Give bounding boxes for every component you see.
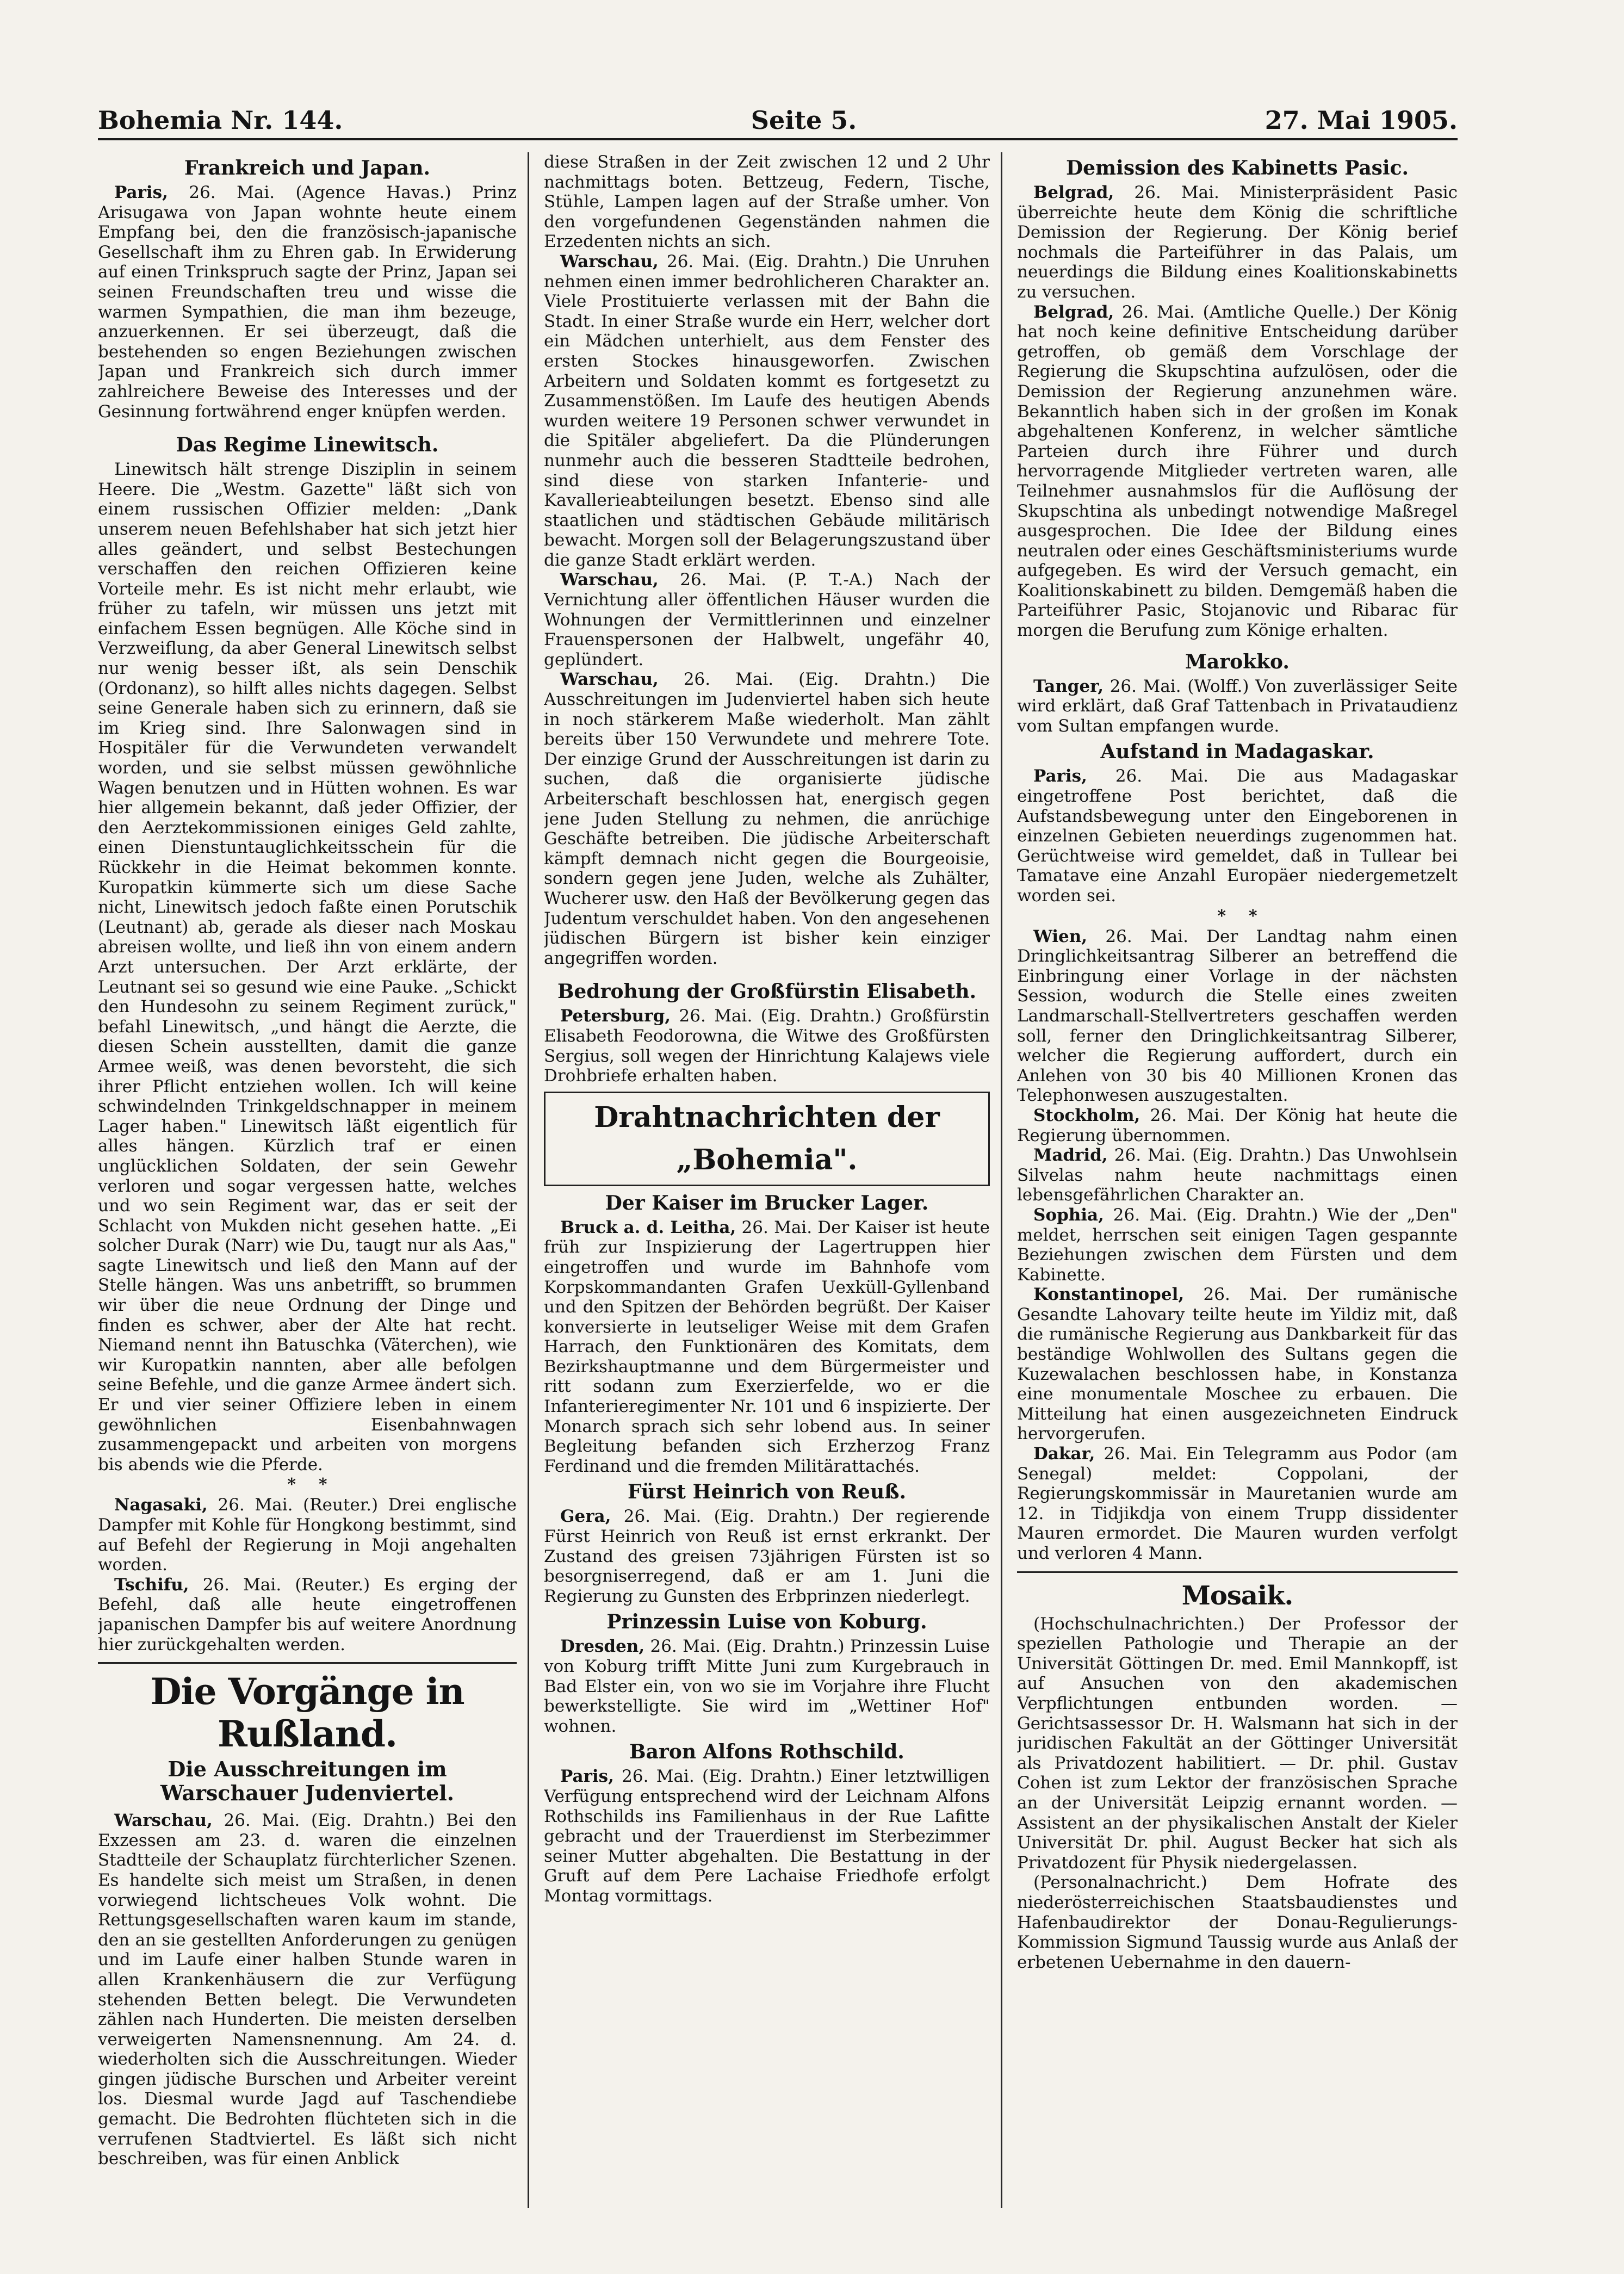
headline-kaiser-brucker-lager: Der Kaiser im Brucker Lager. [605, 1191, 929, 1215]
section-banner-drahtnachrichten: Drahtnachrichten der „Bohemia". [544, 1092, 990, 1186]
section-divider [98, 1662, 517, 1664]
article-paragraph [98, 1495, 517, 1575]
headline-prinzessin-luise: Prinzessin Luise von Koburg. [606, 1610, 927, 1634]
article-paragraph [544, 1507, 990, 1606]
article-text: 26. Mai. (Eig. Drahtn.) Bei den Exzessen am 23. d. waren die einzelnen Stadtteile der Schauplatz fürchterlicher Szenen. Es handelte sich meist um Straßen, in denen vorwiegend lichtscheues Volk wohnt. Die Rettungsgesellschaften waren kaum im stande, den an sie gestellten Anforderungen zu genügen und im Laufe einer halben Stunde waren in allen Krankenhäusern die zur Verfügung stehenden Betten belegt. Die Verwundeten zählen nach Hunderten. Die meisten derselben verweigerten Namensnennung. Am 24. d. wiederholten sich die Ausschreitungen. Wieder gingen jüdische Burschen und Arbeiter vereint los. Diesmal wurde Jagd auf Taschendiebe gemacht. Die Bedrohten flüchteten sich in die verrufenen Stadtviertel. Es läßt sich nicht beschreiben, was für einen Anblick [98, 1811, 517, 2169]
dateline: Konstantinopel, [1033, 1285, 1185, 1305]
dateline: Warschau, [560, 670, 659, 690]
headline-demission-pasic: Demission des Kabinetts Pasic. [1065, 157, 1409, 179]
column-rule [1001, 152, 1002, 2208]
dateline: Paris, [114, 183, 168, 202]
article-text: 26. Mai. (Eig. Drahtn.) Die Unruhen nehmen einen immer bedrohlicheren Charakter an. Viele Prostituierte verlassen mit der Bahn die Stadt. In einer Straße wurde ein Herr, welcher dort ein Mädchen unterhielt, aus dem Fenster des ersten Stockes hinausgeworfen. Zwischen Arbeitern und Soldaten kommt es fortgesetzt zu Zusammenstößen. Im Laufe des heutigen Abends wurden weitere 19 Personen schwer verwundet in die Spitäler abgeliefert. Da die Plünderungen nunmehr auch die besseren Stadtteile bedrohen, sind diese von starken Infanterie- und Kavallerieabteilungen besetzt. Ebenso sind alle staatlichen und städtischen Gebäude militärisch bewacht. Morgen soll der Belagerungszustand über die ganze Stadt erklärt werden. [544, 251, 990, 570]
article-text: 26. Mai. (Reuter.) Es erging der Befehl, daß alle heute eingetroffenen japanischen Dampfer bis auf weitere Anordnung hier zurückgehalten werden. [98, 1575, 517, 1655]
article-text: 26. Mai. (Eig. Drahtn.) Die Ausschreitungen im Judenviertel haben sich heute in noch stärkerem Maße wiederholt. Man zählt bereits über 150 Verwundete und mehrere Tote. Der einzige Grund der Ausschreitungen ist darin zu suchen, daß die organisierte jüdische Arbeiterschaft beschlossen hat, energisch gegen jene Juden Stellung zu nehmen, die anrüchige Geschäfte betreiben. Die jüdische Arbeiterschaft kämpft demnach nicht gegen die Bourgeoisie, sondern gegen jene Juden, welche als Zuhälter, Wucherer usw. den Haß der Bevölkerung gegen das Judentum verschuldet haben. Von den angesehenen jüdischen Bürgern ist bisher kein einziger angegriffen worden. [544, 670, 990, 968]
headline-bedrohung-grossfuerstin: Bedrohung der Großfürstin Elisabeth. [557, 980, 977, 1003]
article-text: 26. Mai. (Agence Havas.) Prinz Arisugawa von Japan wohnte heute einem Empfang bei, den die französisch-japanische Gesellschaft ihm zu Ehren gab. In Erwiderung auf einen Trinkspruch sagte der Prinz, Japan sei seinen Freundschaften treu und wisse die warmen Sympathien, die man ihm bezeuge, anzuerkennen. Er sei überzeugt, daß die bestehenden so engen Beziehungen zwischen Japan und Frankreich sich durch immer zahlreichere Beweise des Interesses und der Gesinnung fortwährend enger knüpfen werden. [98, 183, 517, 422]
headline-baron-rothschild: Baron Alfons Rothschild. [629, 1740, 904, 1764]
headline-frankreich-japan: Frankreich und Japan. [184, 157, 431, 179]
column-2 [544, 152, 990, 2214]
dateline: Madrid, [1033, 1145, 1108, 1166]
subheadline-warschau: Die Ausschreitungen im Warschauer Judenviertel. [160, 1757, 454, 1806]
masthead [98, 102, 1458, 140]
column-1 [98, 152, 517, 2214]
article-paragraph: (Personalnachricht.) Dem Hofrate des niederösterreichischen Staatsbaudienstes und Hafenbaudirektor der Donau-Regulierungs-Kommission Sigmund Taussig wurde aus Anlaß der erbetenen Uebernahme in den dauern- [1017, 1873, 1458, 1972]
masthead-issue: Bohemia Nr. 144. [98, 106, 343, 135]
article-paragraph [1017, 1106, 1458, 1145]
dateline: Belgrad, [1033, 183, 1114, 202]
article-paragraph: (Hochschulnachrichten.) Der Professor der speziellen Pathologie und Therapie an der Universität Göttingen Dr. med. Emil Mannkopff, ist auf Ansuchen von den akademischen Verpflichtungen entbunden worden. — Gerichtsassessor Dr. H. Walsmann hat sich in der juridischen Fakultät an der Göttinger Universität als Privatdozent habilitiert. — Dr. phil. Gustav Cohen ist zum Lektor der französischen Sprache an der Universität Leipzig ernannt worden. — Assistent an der physikalischen Anstalt der Kieler Universität Dr. phil. August Becker hat sich als Privatdozent für Physik niedergelassen. [1017, 1614, 1458, 1873]
article-paragraph [544, 670, 990, 968]
article-paragraph [544, 1767, 990, 1906]
article-text: 26. Mai. Der König hat heute die Regierung übernommen. [1017, 1105, 1458, 1145]
dateline: Belgrad, [1033, 302, 1114, 322]
article-paragraph [544, 252, 990, 571]
headline-aufstand-madagaskar: Aufstand in Madagaskar. [1100, 740, 1374, 764]
dateline: Tschifu, [114, 1575, 189, 1595]
article-text: 26. Mai. Ministerpräsident Pasic überreichte heute dem König die schriftliche Demission der Regierung. Der König berief nochmals die Parteiführer in das Palais, um neuerdings die Bildung eines Koalitionskabinetts zu versuchen. [1017, 183, 1458, 302]
article-paragraph [1017, 302, 1458, 641]
article-text: 26. Mai. (Wolff.) Von zuverlässiger Seite wird erklärt, daß Graf Tattenbach in Privataudienz vom Sultan empfangen wurde. [1017, 676, 1458, 736]
dateline: Wien, [1033, 926, 1088, 946]
headline-regime-linewitsch: Das Regime Linewitsch. [176, 433, 439, 457]
dateline: Warschau, [560, 570, 659, 590]
article-paragraph [1017, 1145, 1458, 1205]
article-text: 26. Mai. (Eig. Drahtn.) Der regierende Fürst Heinrich von Reuß ist ernst erkrankt. Der Zustand des greisen 73jährigen Fürsten ist so besorgniserregend, daß er am 1. Juni die Regierung zu Gunsten des Erbprinzen niederlegt. [544, 1507, 990, 1606]
article-paragraph [1017, 1444, 1458, 1564]
headline-marokko: Marokko. [1185, 650, 1290, 673]
article-paragraph [98, 183, 517, 422]
headline-fuerst-reuss: Fürst Heinrich von Reuß. [627, 1480, 907, 1504]
dateline: Nagasaki, [114, 1495, 208, 1515]
dateline: Warschau, [114, 1811, 213, 1831]
article-paragraph [1017, 927, 1458, 1106]
article-paragraph: diese Straßen in der Zeit zwischen 12 und 2 Uhr nachmittags boten. Bettzeug, Federn, Tische, Stühle, Lampen lagen auf der Straße umher. Von den vorgefundenen Gegenständen nahmen die Erzedenten nichts an sich. [544, 152, 990, 252]
dateline: Dakar, [1033, 1444, 1095, 1464]
dateline: Paris, [560, 1767, 614, 1787]
dateline: Stockholm, [1033, 1105, 1140, 1125]
separator-dots: * * [287, 1475, 327, 1495]
dateline: Paris, [1033, 766, 1087, 786]
article-text: 26. Mai. Der Kaiser ist heute früh zur Inspizierung der Lagertruppen hier eingetroffen und wurde im Bahnhofe vom Korpskommandanten Grafen Uexküll-Gyllenband und den Spitzen der Behörden begrüßt. Der Kaiser konversierte in leutseliger Weise mit dem Grafen Harrach, den Funktionären des Komitats, dem Bezirkshauptmanne und dem Bürgermeister und ritt sodann zum Exerzierfelde, wo er die Infanterieregimenter Nr. 101 und 6 inspizierte. Der Monarch sprach sich sehr lobend aus. In seiner Begleitung befanden sich Erzherzog Franz Ferdinand und die fremden Militärattachés. [544, 1217, 990, 1476]
article-text: 26. Mai. (Eig. Drahtn.) Das Unwohlsein Silvelas nahm heute nachmittags einen lebensgefährlichen Charakter an. [1017, 1145, 1458, 1205]
separator-dots: * * [1217, 906, 1257, 926]
article-text: 26. Mai. Der rumänische Gesandte Lahovary teilte heute im Yildiz mit, daß die rumänische Regierung aus Dankbarkeit für das beständige Wohlwollen des Sultans gegen die Kuzewalachen beschlossen habe, in Konstanza eine monumentale Moschee zu erbauen. Die Mitteilung hat einen ausgezeichneten Eindruck hervorgerufen. [1017, 1285, 1458, 1444]
headline-vorgaenge-russland: Die Vorgänge in Rußland. [150, 1670, 464, 1756]
article-text: 26. Mai. (Eig. Drahtn.) Großfürstin Elisabeth Feodorowna, die Witwe des Großfürsten Sergius, soll wegen der Hinrichtung Kalajews viele Drohbriefe erhalten haben. [544, 1006, 990, 1086]
dateline: Warschau, [560, 251, 659, 271]
dateline: Sophia, [1033, 1205, 1104, 1225]
article-paragraph: Linewitsch hält strenge Disziplin in seinem Heere. Die „Westm. Gazette" läßt sich von einem russischen Offizier melden: „Dank unserem neuen Befehlshaber hat sich jetzt hier alles geändert, und selbst Bestechungen verschaffen den reichen Offizieren keine Vorteile mehr. Es ist nicht mehr erlaubt, wie früher zu tafeln, wir müssen uns jetzt mit einfachem Essen begnügen. Alle Köche sind in Verzweiflung, da aber General Linewitsch selbst nur wenig besser ißt, als sein Denschik (Ordonanz), so hilft alles nichts dagegen. Selbst seine Generale haben sich zu erinnern, daß sie im Krieg sind. Ihre Salonwagen sind in Hospitäler für die Verwundeten verwandelt worden, und sie selbst müssen gewöhnliche Wagen benutzen und in Hütten wohnen. Es war hier allgemein bekannt, daß jeder Offizier, der den Aerztekommissionen einiges Geld zahlte, einen Dienstuntauglichkeitsschein für die Rückkehr in die Heimat bekommen konnte. Kuropatkin kümmerte sich um diese Sache nicht, Linewitsch jedoch faßte einen Porutschik (Leutnant) ab, gerade als dieser nach Moskau abreisen wollte, und ließ ihn von einem andern Arzt untersuchen. Der Arzt erklärte, der Leutnant sei so gesund wie eine Pauke. „Schickt den Hundesohn zu seinem Regiment zurück," befahl Linewitsch, „und hängt die Aerzte, die diesen Schein ausstellten, damit die ganze Armee weiß, was denen bevorsteht, die sich ihrer Pflicht entziehen wollen. Ich will keine schwindelnden Trinkgeldschnapper in meinem Lager haben." Linewitsch läßt eigentlich für alles hängen. Kürzlich traf er einen unglücklichen Soldaten, der sein Gewehr verloren und sogar vergessen hatte, welches und wo sein Regiment war, das er seit der Schlacht von Mukden nicht gesehen hatte. „Ei solcher Durak (Narr) wie Du, taugt nur als Aas," sagte Linewitsch und ließ den Mann auf der Stelle hängen. Was uns anbetrifft, so brummen wir über die neue Ordnung der Dinge und finden es schwer, aber der Alte hat recht. Niemand nennt ihn Batuschka (Väterchen), wie wir Kuropatkin nannten, aber alle befolgen seine Befehle, und die ganze Armee ändert sich. Er und vier seiner Offiziere leben in einem gewöhnlichen Eisenbahnwagen zusammengepackt und arbeiten von morgens bis abends wie die Pferde. [98, 460, 517, 1474]
column-rule [528, 152, 529, 2208]
article-text: 26. Mai. Die aus Madagaskar eingetroffene Post berichtet, daß die Aufstandsbewegung unter den Eingeborenen in einzelnen Gebieten neuerdings zugenommen hat. Gerüchtweise wird gemeldet, daß in Tullear bei Tamatave eine Anzahl Europäer niedergemetzelt worden sei. [1017, 766, 1458, 906]
article-paragraph [544, 570, 990, 670]
article-paragraph [544, 1218, 990, 1477]
article-paragraph [544, 1637, 990, 1736]
article-paragraph [98, 1811, 517, 2169]
article-paragraph [1017, 1205, 1458, 1285]
masthead-date: 27. Mai 1905. [1265, 106, 1458, 135]
dateline: Dresden, [560, 1637, 645, 1657]
article-paragraph [1017, 677, 1458, 736]
article-paragraph [1017, 1285, 1458, 1444]
dateline: Bruck a. d. Leitha, [560, 1217, 736, 1237]
article-text: 26. Mai. (Eig. Drahtn.) Einer letztwilligen Verfügung entsprechend wird der Leichnam Alfons Rothschilds ins Familienhaus in der Rue Lafitte gebracht und der Trauerdienst im Sterbezimmer seiner Mutter abgehalten. Die Bestattung in der Gruft auf dem Pere Lachaise Friedhofe erfolgt Montag vormittags. [544, 1767, 990, 1906]
article-paragraph [1017, 183, 1458, 302]
article-paragraph [1017, 766, 1458, 906]
article-paragraph [98, 1575, 517, 1655]
dateline: Tanger, [1033, 676, 1104, 696]
article-text: 26. Mai. (Eig. Drahtn.) Wie der „Den" meldet, herrschen seit einigen Tagen gespannte Beziehungen zwischen dem Fürsten und dem Kabinette. [1017, 1205, 1458, 1285]
article-text: 26. Mai. (Eig. Drahtn.) Prinzessin Luise von Koburg trifft Mitte Juni zum Kurgebrauch in Bad Elster ein, von wo sie im Vorjahre ihre Flucht bewerkstelligte. Sie wird im „Wettiner Hof" wohnen. [544, 1637, 990, 1736]
section-divider [1017, 1571, 1458, 1573]
article-text: 26. Mai. (P. T.-A.) Nach der Vernichtung aller öffentlichen Häuser wurden die Wohnungen der Vermittlerinnen und einzelner Frauenspersonen der Halbwelt, ungefähr 40, geplündert. [544, 570, 990, 670]
dateline: Gera, [560, 1507, 611, 1527]
article-text: 26. Mai. (Reuter.) Drei englische Dampfer mit Kohle für Hongkong bestimmt, sind auf Befehl der Regierung in Moji angehalten worden. [98, 1495, 517, 1575]
article-text: 26. Mai. Ein Telegramm aus Podor (am Senegal) meldet: Coppolani, der Regierungskommissär in Mauretanien wurde am 12. in Tidjikdja von einem Trupp dissidenter Mauren ermordet. Die Mauren wurden verfolgt und verloren 4 Mann. [1017, 1444, 1458, 1563]
article-text: 26. Mai. Der Landtag nahm einen Dringlichkeitsantrag Silberer an betreffend die Einbringung einer Vorlage in der nächsten Session, wodurch die Stelle eines zweiten Landmarschall-Stellvertreters geschaffen werden soll, ferner den Dringlichkeitsantrag Silberer, welcher die Regierung auffordert, durch ein Anlehen von 30 bis 40 Millionen Kronen das Telephonwesen auszugestalten. [1017, 926, 1458, 1106]
article-paragraph [544, 1006, 990, 1086]
headline-mosaik: Mosaik. [1181, 1580, 1293, 1611]
column-3 [1017, 152, 1458, 2214]
masthead-page-number: Seite 5. [751, 106, 857, 135]
article-text: 26. Mai. (Amtliche Quelle.) Der König hat noch keine definitive Entscheidung darüber getroffen, ob gemäß dem Vorschlage der Regierung die Skupschtina aufzulösen, oder die Demission der Regierung anzunehmen wäre. Bekanntlich haben sich in der großen im Konak abgehaltenen Konferenz, in welcher sämtliche Parteien durch ihre Führer und durch hervorragende Mitglieder vertreten waren, alle Teilnehmer ausnahmslos für die Auflösung der Skupschtina als unbedingt notwendige Maßregel ausgesprochen. Die Idee der Bildung eines neutralen oder eines Geschäftsministeriums wurde aufgegeben. Es wird der Versuch gemacht, ein Koalitionskabinett zu bilden. Demgemäß haben die Parteiführer Pasic, Stojanovic und Ribarac für morgen die Berufung zum Könige erhalten. [1017, 302, 1458, 641]
dateline: Petersburg, [560, 1006, 671, 1026]
